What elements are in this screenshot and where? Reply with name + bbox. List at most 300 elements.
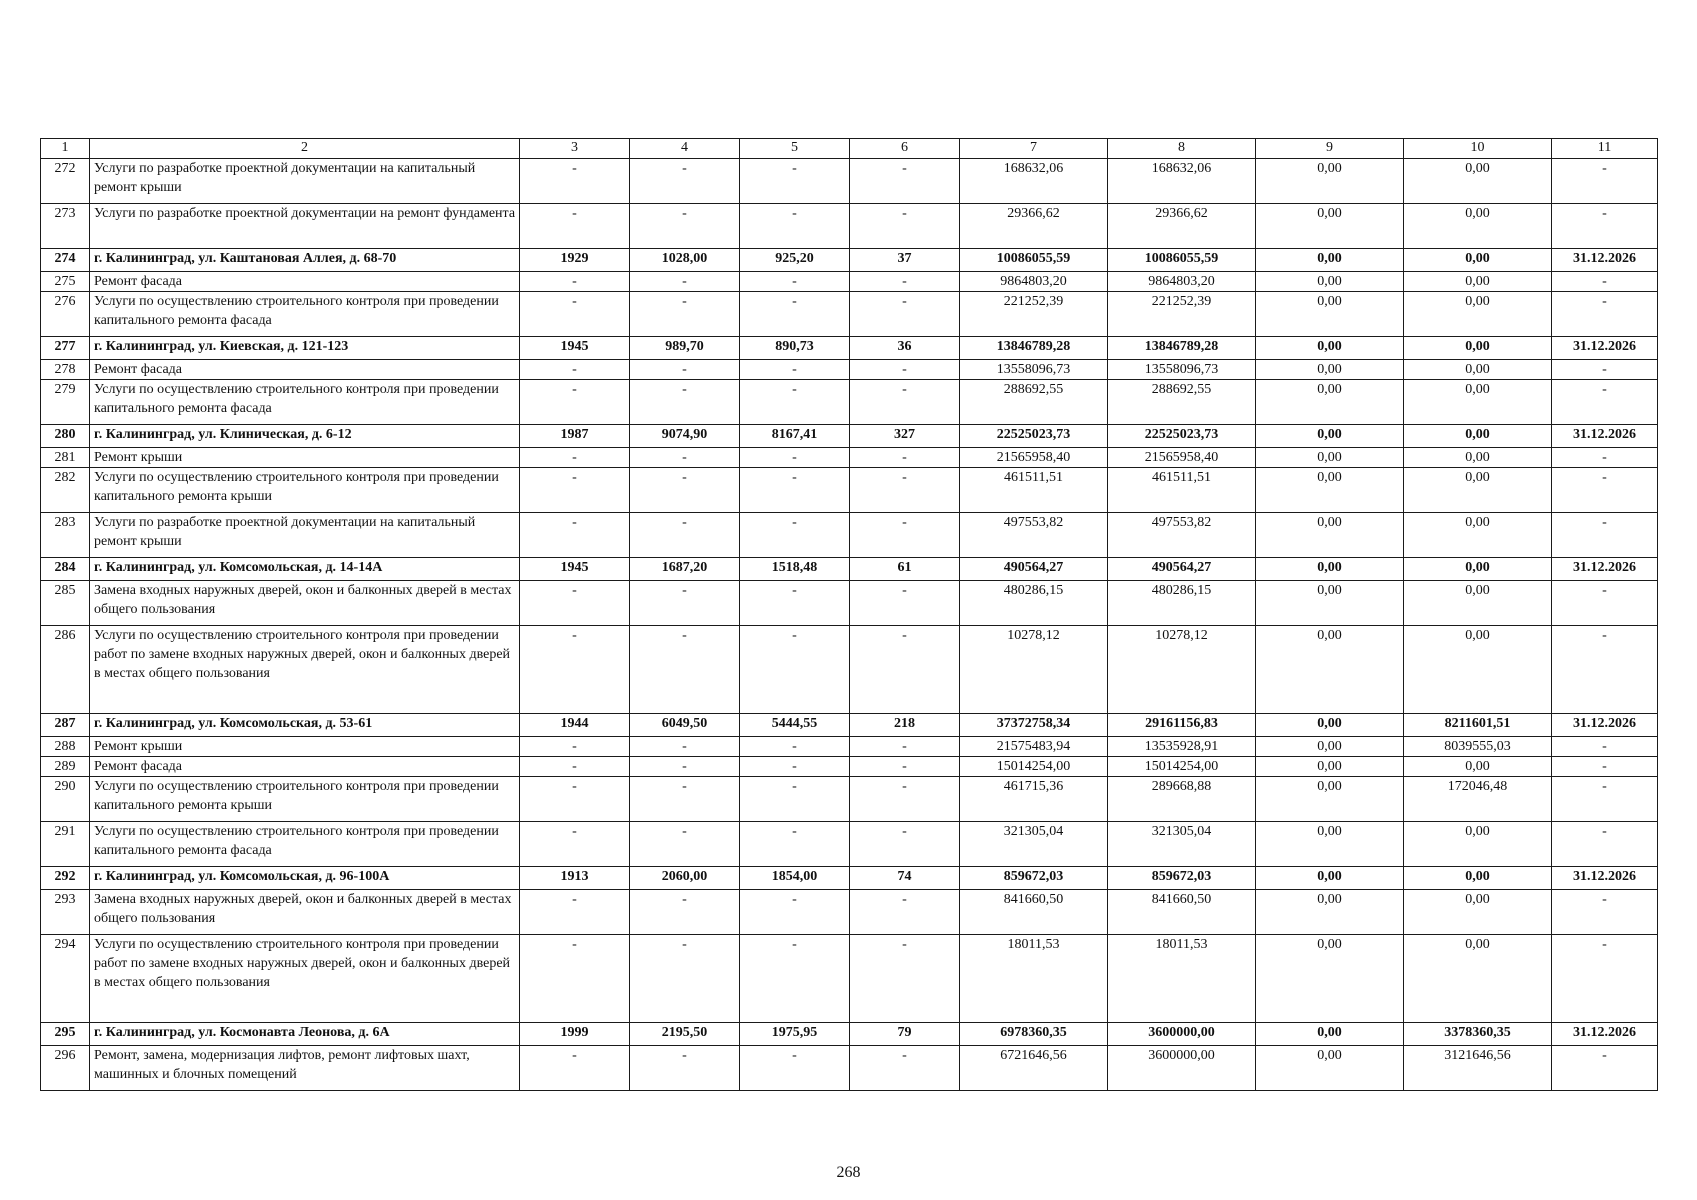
row-number-cell: 291 [41, 822, 90, 867]
value-cell-col-8: 3600000,00 [1108, 1046, 1256, 1091]
value-cell-col-5: - [740, 468, 850, 513]
value-cell-col-10: 0,00 [1404, 204, 1552, 249]
value-cell-col-11: - [1552, 513, 1658, 558]
value-cell-col-9: 0,00 [1256, 204, 1404, 249]
row-name-cell: г. Калининград, ул. Каштановая Аллея, д. 68-70 [90, 249, 520, 272]
value-cell-col-10: 0,00 [1404, 249, 1552, 272]
row-number-cell: 290 [41, 777, 90, 822]
value-cell-col-9: 0,00 [1256, 777, 1404, 822]
value-cell-col-8: 289668,88 [1108, 777, 1256, 822]
value-cell-col-11: - [1552, 935, 1658, 1023]
value-cell-col-9: 0,00 [1256, 890, 1404, 935]
value-cell-col-11: - [1552, 292, 1658, 337]
value-cell-col-11: 31.12.2026 [1552, 867, 1658, 890]
value-cell-col-6: - [850, 292, 960, 337]
value-cell-col-9: 0,00 [1256, 360, 1404, 380]
value-cell-col-9: 0,00 [1256, 737, 1404, 757]
value-cell-col-6: 79 [850, 1023, 960, 1046]
row-number-cell: 286 [41, 626, 90, 714]
table-row [41, 204, 1658, 249]
value-cell-col-11: - [1552, 626, 1658, 714]
value-cell-col-7: 21565958,40 [960, 448, 1108, 468]
value-cell-col-11: - [1552, 737, 1658, 757]
value-cell-col-11: - [1552, 581, 1658, 626]
value-cell-col-3: - [520, 757, 630, 777]
value-cell-col-5: - [740, 513, 850, 558]
table-row [41, 272, 1658, 292]
value-cell-col-11: - [1552, 204, 1658, 249]
value-cell-col-7: 168632,06 [960, 159, 1108, 204]
value-cell-col-6: - [850, 822, 960, 867]
value-cell-col-10: 0,00 [1404, 626, 1552, 714]
value-cell-col-6: - [850, 380, 960, 425]
table-header [41, 139, 1658, 159]
value-cell-col-7: 480286,15 [960, 581, 1108, 626]
row-number-cell: 289 [41, 757, 90, 777]
value-cell-col-4: 2195,50 [630, 1023, 740, 1046]
value-cell-col-9: 0,00 [1256, 337, 1404, 360]
value-cell-col-5: - [740, 822, 850, 867]
value-cell-col-4: - [630, 292, 740, 337]
value-cell-col-6: - [850, 360, 960, 380]
row-number-cell: 281 [41, 448, 90, 468]
value-cell-col-4: - [630, 468, 740, 513]
row-name-cell: Ремонт, замена, модернизация лифтов, ремонт лифтовых шахт, машинных и блочных помещений [90, 1046, 520, 1091]
value-cell-col-7: 6721646,56 [960, 1046, 1108, 1091]
table-row [41, 558, 1658, 581]
value-cell-col-9: 0,00 [1256, 380, 1404, 425]
row-number-cell: 295 [41, 1023, 90, 1046]
row-number-cell: 282 [41, 468, 90, 513]
value-cell-col-10: 0,00 [1404, 159, 1552, 204]
row-name-cell: Услуги по осуществлению строительного контроля при проведении капитального ремонта крыши [90, 777, 520, 822]
value-cell-col-4: - [630, 757, 740, 777]
value-cell-col-3: - [520, 360, 630, 380]
table-row [41, 626, 1658, 714]
value-cell-col-6: - [850, 890, 960, 935]
value-cell-col-7: 10086055,59 [960, 249, 1108, 272]
table-row [41, 1023, 1658, 1046]
value-cell-col-6: - [850, 448, 960, 468]
value-cell-col-10: 0,00 [1404, 272, 1552, 292]
value-cell-col-5: - [740, 159, 850, 204]
value-cell-col-7: 13558096,73 [960, 360, 1108, 380]
value-cell-col-6: - [850, 581, 960, 626]
value-cell-col-9: 0,00 [1256, 626, 1404, 714]
row-number-cell: 283 [41, 513, 90, 558]
value-cell-col-8: 288692,55 [1108, 380, 1256, 425]
value-cell-col-3: - [520, 822, 630, 867]
value-cell-col-6: - [850, 468, 960, 513]
value-cell-col-8: 3600000,00 [1108, 1023, 1256, 1046]
value-cell-col-3: - [520, 204, 630, 249]
value-cell-col-8: 13535928,91 [1108, 737, 1256, 757]
value-cell-col-10: 0,00 [1404, 425, 1552, 448]
table-row [41, 159, 1658, 204]
value-cell-col-8: 321305,04 [1108, 822, 1256, 867]
value-cell-col-5: - [740, 935, 850, 1023]
row-name-cell: г. Калининград, ул. Киевская, д. 121-123 [90, 337, 520, 360]
row-number-cell: 278 [41, 360, 90, 380]
value-cell-col-3: - [520, 581, 630, 626]
value-cell-col-6: - [850, 777, 960, 822]
page-number: 268 [836, 1164, 861, 1181]
value-cell-col-8: 841660,50 [1108, 890, 1256, 935]
table-row [41, 581, 1658, 626]
value-cell-col-4: - [630, 513, 740, 558]
value-cell-col-7: 29366,62 [960, 204, 1108, 249]
value-cell-col-4: 6049,50 [630, 714, 740, 737]
value-cell-col-4: - [630, 1046, 740, 1091]
value-cell-col-10: 172046,48 [1404, 777, 1552, 822]
value-cell-col-10: 8211601,51 [1404, 714, 1552, 737]
value-cell-col-3: - [520, 890, 630, 935]
value-cell-col-7: 21575483,94 [960, 737, 1108, 757]
value-cell-col-6: 36 [850, 337, 960, 360]
value-cell-col-10: 0,00 [1404, 513, 1552, 558]
table-row [41, 249, 1658, 272]
value-cell-col-9: 0,00 [1256, 757, 1404, 777]
row-name-cell: Услуги по осуществлению строительного контроля при проведении работ по замене входных наружных дверей, окон и балконных дверей в местах общего пользования [90, 935, 520, 1023]
row-name-cell: г. Калининград, ул. Космонавта Леонова, д. 6А [90, 1023, 520, 1046]
value-cell-col-4: - [630, 737, 740, 757]
row-name-cell: Ремонт фасада [90, 757, 520, 777]
row-name-cell: г. Калининград, ул. Клиническая, д. 6-12 [90, 425, 520, 448]
value-cell-col-4: - [630, 822, 740, 867]
table-row [41, 714, 1658, 737]
value-cell-col-4: 2060,00 [630, 867, 740, 890]
value-cell-col-3: - [520, 1046, 630, 1091]
value-cell-col-5: 1854,00 [740, 867, 850, 890]
value-cell-col-10: 0,00 [1404, 292, 1552, 337]
value-cell-col-6: 218 [850, 714, 960, 737]
row-name-cell: Услуги по осуществлению строительного контроля при проведении капитального ремонта фасада [90, 292, 520, 337]
value-cell-col-7: 13846789,28 [960, 337, 1108, 360]
value-cell-col-5: - [740, 448, 850, 468]
value-cell-col-9: 0,00 [1256, 558, 1404, 581]
row-number-cell: 287 [41, 714, 90, 737]
value-cell-col-4: 989,70 [630, 337, 740, 360]
value-cell-col-10: 0,00 [1404, 380, 1552, 425]
row-name-cell: г. Калининград, ул. Комсомольская, д. 53-61 [90, 714, 520, 737]
value-cell-col-4: 1687,20 [630, 558, 740, 581]
value-cell-col-3: - [520, 380, 630, 425]
value-cell-col-3: - [520, 737, 630, 757]
value-cell-col-9: 0,00 [1256, 468, 1404, 513]
value-cell-col-11: 31.12.2026 [1552, 425, 1658, 448]
value-cell-col-6: - [850, 626, 960, 714]
row-number-cell: 280 [41, 425, 90, 448]
value-cell-col-8: 10278,12 [1108, 626, 1256, 714]
value-cell-col-4: - [630, 935, 740, 1023]
table-row [41, 757, 1658, 777]
row-name-cell: Замена входных наружных дверей, окон и балконных дверей в местах общего пользования [90, 581, 520, 626]
table-row [41, 822, 1658, 867]
table-row [41, 337, 1658, 360]
value-cell-col-9: 0,00 [1256, 581, 1404, 626]
value-cell-col-5: 1975,95 [740, 1023, 850, 1046]
value-cell-col-8: 13558096,73 [1108, 360, 1256, 380]
value-cell-col-6: - [850, 159, 960, 204]
row-name-cell: Замена входных наружных дверей, окон и балконных дверей в местах общего пользования [90, 890, 520, 935]
row-name-cell: Ремонт крыши [90, 737, 520, 757]
table-row [41, 292, 1658, 337]
row-name-cell: Услуги по разработке проектной документации на капитальный ремонт крыши [90, 159, 520, 204]
value-cell-col-8: 13846789,28 [1108, 337, 1256, 360]
value-cell-col-10: 0,00 [1404, 468, 1552, 513]
value-cell-col-11: 31.12.2026 [1552, 558, 1658, 581]
value-cell-col-9: 0,00 [1256, 1023, 1404, 1046]
value-cell-col-7: 859672,03 [960, 867, 1108, 890]
value-cell-col-6: - [850, 757, 960, 777]
value-cell-col-5: - [740, 292, 850, 337]
value-cell-col-9: 0,00 [1256, 1046, 1404, 1091]
column-header-4: 4 [630, 139, 740, 159]
value-cell-col-5: 925,20 [740, 249, 850, 272]
value-cell-col-5: - [740, 626, 850, 714]
value-cell-col-8: 15014254,00 [1108, 757, 1256, 777]
row-number-cell: 285 [41, 581, 90, 626]
row-name-cell: Услуги по осуществлению строительного контроля при проведении капитального ремонта фасада [90, 822, 520, 867]
value-cell-col-11: - [1552, 360, 1658, 380]
value-cell-col-3: - [520, 448, 630, 468]
value-cell-col-8: 21565958,40 [1108, 448, 1256, 468]
column-header-6: 6 [850, 139, 960, 159]
table-row [41, 935, 1658, 1023]
value-cell-col-8: 22525023,73 [1108, 425, 1256, 448]
table-row [41, 513, 1658, 558]
value-cell-col-11: - [1552, 272, 1658, 292]
value-cell-col-11: - [1552, 822, 1658, 867]
row-number-cell: 292 [41, 867, 90, 890]
value-cell-col-6: 74 [850, 867, 960, 890]
value-cell-col-4: - [630, 272, 740, 292]
value-cell-col-11: 31.12.2026 [1552, 1023, 1658, 1046]
row-number-cell: 277 [41, 337, 90, 360]
row-name-cell: Услуги по осуществлению строительного контроля при проведении капитального ремонта фасада [90, 380, 520, 425]
value-cell-col-6: 327 [850, 425, 960, 448]
value-cell-col-4: - [630, 626, 740, 714]
value-cell-col-9: 0,00 [1256, 448, 1404, 468]
value-cell-col-10: 3378360,35 [1404, 1023, 1552, 1046]
value-cell-col-5: - [740, 757, 850, 777]
value-cell-col-11: - [1552, 757, 1658, 777]
table-row [41, 867, 1658, 890]
row-number-cell: 274 [41, 249, 90, 272]
value-cell-col-8: 168632,06 [1108, 159, 1256, 204]
row-number-cell: 275 [41, 272, 90, 292]
value-cell-col-4: 1028,00 [630, 249, 740, 272]
row-number-cell: 273 [41, 204, 90, 249]
value-cell-col-3: - [520, 159, 630, 204]
value-cell-col-10: 3121646,56 [1404, 1046, 1552, 1091]
header-row [41, 139, 1658, 159]
value-cell-col-9: 0,00 [1256, 159, 1404, 204]
value-cell-col-6: - [850, 204, 960, 249]
value-cell-col-10: 0,00 [1404, 337, 1552, 360]
row-number-cell: 279 [41, 380, 90, 425]
value-cell-col-3: - [520, 468, 630, 513]
table-row [41, 425, 1658, 448]
row-name-cell: Услуги по разработке проектной документации на ремонт фундамента [90, 204, 520, 249]
value-cell-col-3: 1913 [520, 867, 630, 890]
value-cell-col-5: - [740, 581, 850, 626]
value-cell-col-4: - [630, 448, 740, 468]
value-cell-col-3: - [520, 272, 630, 292]
value-cell-col-9: 0,00 [1256, 272, 1404, 292]
row-name-cell: Ремонт крыши [90, 448, 520, 468]
value-cell-col-5: - [740, 1046, 850, 1091]
value-cell-col-10: 0,00 [1404, 558, 1552, 581]
value-cell-col-6: - [850, 935, 960, 1023]
table-row [41, 448, 1658, 468]
value-cell-col-8: 480286,15 [1108, 581, 1256, 626]
value-cell-col-7: 221252,39 [960, 292, 1108, 337]
row-number-cell: 284 [41, 558, 90, 581]
table-row [41, 737, 1658, 757]
value-cell-col-7: 10278,12 [960, 626, 1108, 714]
table-row [41, 777, 1658, 822]
row-number-cell: 296 [41, 1046, 90, 1091]
value-cell-col-6: - [850, 737, 960, 757]
value-cell-col-11: - [1552, 468, 1658, 513]
row-name-cell: Услуги по осуществлению строительного контроля при проведении работ по замене входных наружных дверей, окон и балконных дверей в местах общего пользования [90, 626, 520, 714]
value-cell-col-7: 490564,27 [960, 558, 1108, 581]
value-cell-col-9: 0,00 [1256, 513, 1404, 558]
value-cell-col-7: 18011,53 [960, 935, 1108, 1023]
value-cell-col-6: - [850, 1046, 960, 1091]
value-cell-col-4: - [630, 360, 740, 380]
column-header-5: 5 [740, 139, 850, 159]
value-cell-col-7: 15014254,00 [960, 757, 1108, 777]
value-cell-col-5: 1518,48 [740, 558, 850, 581]
value-cell-col-6: - [850, 272, 960, 292]
value-cell-col-6: 37 [850, 249, 960, 272]
value-cell-col-3: 1944 [520, 714, 630, 737]
value-cell-col-9: 0,00 [1256, 822, 1404, 867]
value-cell-col-11: - [1552, 448, 1658, 468]
column-header-3: 3 [520, 139, 630, 159]
value-cell-col-10: 0,00 [1404, 890, 1552, 935]
table-row [41, 1046, 1658, 1091]
row-name-cell: г. Калининград, ул. Комсомольская, д. 96-100А [90, 867, 520, 890]
value-cell-col-5: - [740, 272, 850, 292]
column-header-11: 11 [1552, 139, 1658, 159]
value-cell-col-10: 0,00 [1404, 867, 1552, 890]
value-cell-col-3: 1999 [520, 1023, 630, 1046]
value-cell-col-7: 841660,50 [960, 890, 1108, 935]
value-cell-col-6: - [850, 513, 960, 558]
value-cell-col-10: 8039555,03 [1404, 737, 1552, 757]
value-cell-col-11: 31.12.2026 [1552, 714, 1658, 737]
value-cell-col-11: 31.12.2026 [1552, 337, 1658, 360]
value-cell-col-10: 0,00 [1404, 822, 1552, 867]
table-row [41, 468, 1658, 513]
value-cell-col-3: - [520, 626, 630, 714]
value-cell-col-8: 29161156,83 [1108, 714, 1256, 737]
value-cell-col-5: 890,73 [740, 337, 850, 360]
value-cell-col-10: 0,00 [1404, 448, 1552, 468]
value-cell-col-4: - [630, 159, 740, 204]
value-cell-col-11: 31.12.2026 [1552, 249, 1658, 272]
table-row [41, 360, 1658, 380]
value-cell-col-9: 0,00 [1256, 867, 1404, 890]
value-cell-col-5: - [740, 737, 850, 757]
row-name-cell: г. Калининград, ул. Комсомольская, д. 14-14А [90, 558, 520, 581]
value-cell-col-9: 0,00 [1256, 714, 1404, 737]
row-name-cell: Услуги по осуществлению строительного контроля при проведении капитального ремонта крыши [90, 468, 520, 513]
column-header-10: 10 [1404, 139, 1552, 159]
value-cell-col-8: 859672,03 [1108, 867, 1256, 890]
value-cell-col-4: - [630, 581, 740, 626]
value-cell-col-9: 0,00 [1256, 249, 1404, 272]
value-cell-col-11: - [1552, 380, 1658, 425]
row-number-cell: 294 [41, 935, 90, 1023]
column-header-1: 1 [41, 139, 90, 159]
value-cell-col-7: 461511,51 [960, 468, 1108, 513]
value-cell-col-8: 29366,62 [1108, 204, 1256, 249]
value-cell-col-7: 37372758,34 [960, 714, 1108, 737]
value-cell-col-11: - [1552, 890, 1658, 935]
value-cell-col-8: 221252,39 [1108, 292, 1256, 337]
column-header-9: 9 [1256, 139, 1404, 159]
value-cell-col-4: - [630, 204, 740, 249]
value-cell-col-7: 288692,55 [960, 380, 1108, 425]
row-number-cell: 288 [41, 737, 90, 757]
value-cell-col-10: 0,00 [1404, 360, 1552, 380]
value-cell-col-7: 6978360,35 [960, 1023, 1108, 1046]
value-cell-col-8: 490564,27 [1108, 558, 1256, 581]
value-cell-col-4: - [630, 777, 740, 822]
value-cell-col-3: - [520, 513, 630, 558]
value-cell-col-3: - [520, 292, 630, 337]
value-cell-col-11: - [1552, 159, 1658, 204]
column-header-7: 7 [960, 139, 1108, 159]
works-table [40, 138, 1658, 1091]
value-cell-col-4: - [630, 890, 740, 935]
table-row [41, 380, 1658, 425]
value-cell-col-6: 61 [850, 558, 960, 581]
value-cell-col-4: - [630, 380, 740, 425]
value-cell-col-8: 497553,82 [1108, 513, 1256, 558]
value-cell-col-8: 10086055,59 [1108, 249, 1256, 272]
value-cell-col-9: 0,00 [1256, 935, 1404, 1023]
value-cell-col-8: 18011,53 [1108, 935, 1256, 1023]
row-number-cell: 276 [41, 292, 90, 337]
column-header-2: 2 [90, 139, 520, 159]
value-cell-col-3: 1929 [520, 249, 630, 272]
value-cell-col-9: 0,00 [1256, 292, 1404, 337]
value-cell-col-5: - [740, 380, 850, 425]
value-cell-col-10: 0,00 [1404, 757, 1552, 777]
value-cell-col-5: 8167,41 [740, 425, 850, 448]
value-cell-col-7: 22525023,73 [960, 425, 1108, 448]
value-cell-col-3: 1945 [520, 558, 630, 581]
value-cell-col-5: 5444,55 [740, 714, 850, 737]
value-cell-col-10: 0,00 [1404, 581, 1552, 626]
value-cell-col-4: 9074,90 [630, 425, 740, 448]
value-cell-col-5: - [740, 777, 850, 822]
value-cell-col-10: 0,00 [1404, 935, 1552, 1023]
value-cell-col-7: 321305,04 [960, 822, 1108, 867]
value-cell-col-8: 9864803,20 [1108, 272, 1256, 292]
row-name-cell: Ремонт фасада [90, 272, 520, 292]
row-name-cell: Услуги по разработке проектной документации на капитальный ремонт крыши [90, 513, 520, 558]
value-cell-col-7: 461715,36 [960, 777, 1108, 822]
value-cell-col-11: - [1552, 1046, 1658, 1091]
value-cell-col-11: - [1552, 777, 1658, 822]
row-number-cell: 293 [41, 890, 90, 935]
